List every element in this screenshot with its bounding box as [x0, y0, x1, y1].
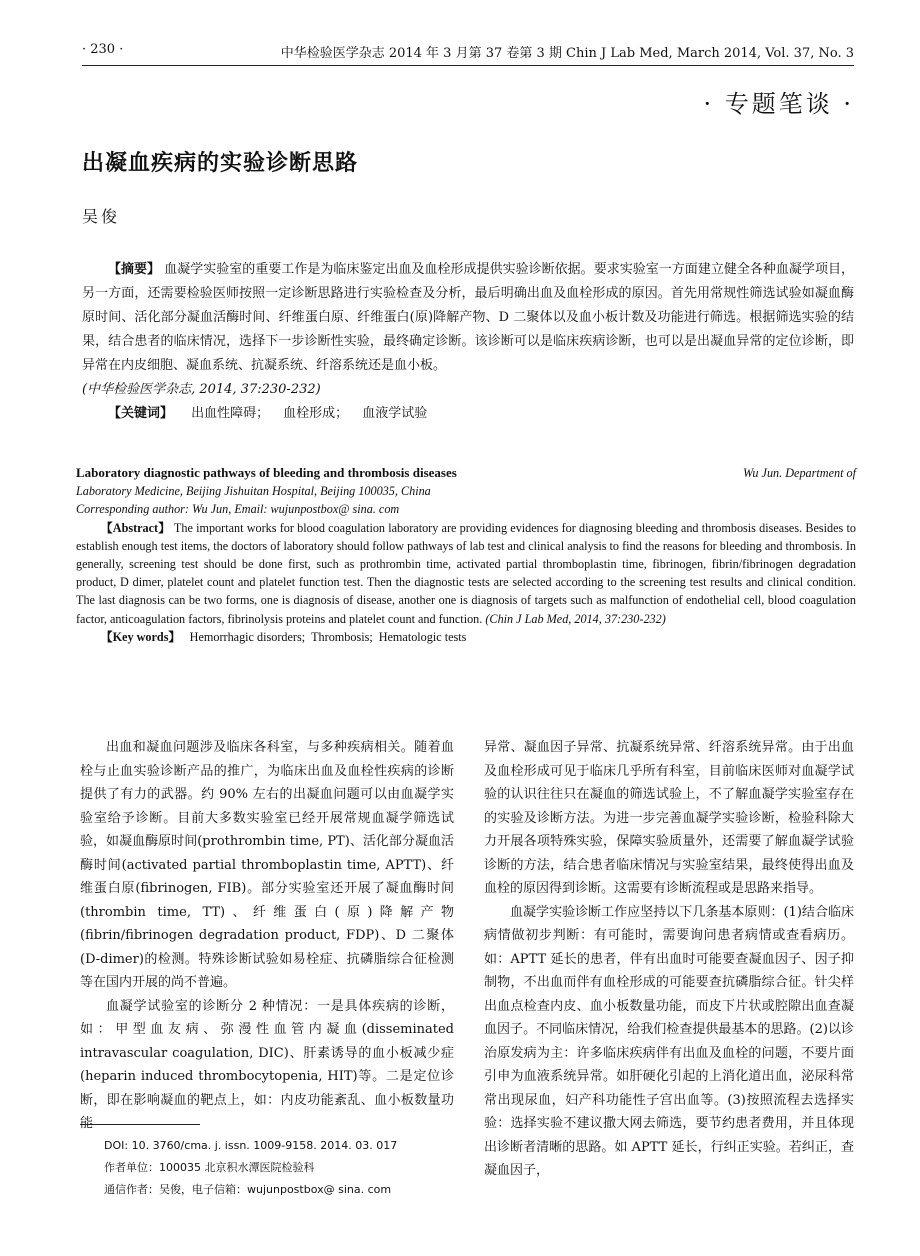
english-author-line-1: Wu Jun. Department of	[742, 466, 856, 480]
body-column-left	[80, 736, 454, 1136]
keyword-item: 血液学试验	[362, 406, 428, 421]
english-author-line-3: Corresponding author: Wu Jun, Email: wujunpostbox@ sina. com	[76, 502, 400, 517]
keyword-item: 出血性障碍；	[191, 406, 270, 421]
page-number: · 230 ·	[82, 42, 124, 57]
abstract-label: 【摘要】	[108, 262, 161, 277]
footnote-unit: 作者单位：100035 北京积水潭医院检验科	[104, 1161, 315, 1174]
journal-info: 中华检验医学杂志 2014 年 3 月第 37 卷第 3 期 Chin J Lab Med, March 2014, Vol. 37, No. 3	[280, 46, 854, 61]
abstract-chinese	[82, 258, 854, 426]
english-keyword: Hematologic tests	[378, 629, 467, 644]
english-abstract-text: The important works for blood coagulation laboratory are providing evidences for diagnosing bleeding and thrombosis diseases. Besides to establish enough test items, the doctors of laboratory should follow pathways of lab test and clinical analysis to find the reasons for bleeding and thrombosis. In generally, screening test should be done first, such as prothrombin time, activated partial thromboplastin time, fibrinogen, fibrin/fibrinogen degradation product, D dimer, platelet count and platelet function test. Then the diagnostic tests are selected according to the screening test results and clinical condition. The last diagnosis can be two forms, one is diagnosis of disease, another one is diagnosis of targets such as malfunction of endothelial cell, blood coagulation factor, anticoagulation factors, fibrinolysis proteins and platelet count and function.	[76, 520, 856, 626]
english-title: Laboratory diagnostic pathways of bleeding and thrombosis diseases	[76, 465, 457, 480]
english-abstract-label: 【Abstract】	[100, 520, 171, 535]
footnotes	[104, 1135, 397, 1201]
article-author: 吴俊	[82, 207, 121, 226]
body-paragraph: 血凝学试验室的诊断分 2 种情况：一是具体疾病的诊断，如：甲型血友病、弥漫性血管内凝血(disseminated intravascular coagulation, DIC)、肝素诱导的血小板减少症(heparin induced thrombocytopenia, HIT)等。二是定位诊断，即在影响凝血的靶点上，如：内皮功能紊乱、血小板数量功能	[80, 998, 454, 1131]
abstract-citation: (中华检验医学杂志, 2014, 37:230-232)	[82, 382, 321, 397]
english-author-line-2: Laboratory Medicine, Beijing Jishuitan Hospital, Beijing 100035, China	[76, 484, 431, 499]
english-keyword: Hemorrhagic disorders;	[189, 629, 306, 644]
body-paragraph: 血凝学实验诊断工作应坚持以下几条基本原则：(1)结合临床病情做初步判断：有可能时，需要询问患者病情或查看病历。如：APTT 延长的患者，伴有出血时可能要查凝血因子、因子抑制物，不出血而伴有血栓形成的可能要查抗磷脂综合征。针尖样出血点检查内皮、血小板数量功能，而皮下片状或腔隙出血查凝血因子。不同临床情况，给我们检查提供最基本的思路。(2)以诊治原发病为主：许多临床疾病伴有出血及血栓的问题，不要片面引申为血液系统异常。如肝硬化引起的上消化道出血，泌尿科常常出现尿血，妇产科功能性子宫出血等。(3)按照流程去选择实验：选择实验不建议撒大网去筛选，要节约患者费用，并且体现出诊断者清晰的思路。如 APTT 延长，行纠正实验。若纠正，查凝血因子，	[484, 904, 854, 1178]
english-citation: (Chin J Lab Med, 2014, 37:230-232)	[485, 611, 666, 626]
footnote-correspondence: 通信作者：吴俊，电子信箱：wujunpostbox@ sina. com	[104, 1183, 392, 1196]
body-paragraph: 异常、凝血因子异常、抗凝系统异常、纤溶系统异常。由于出血及血栓形成可见于临床几乎所有科室，目前临床医师对血凝学试验的认识往往只在凝血的筛选试验上，不了解血凝学实验室存在的实验及诊断方法。为进一步完善血凝学实验诊断，检验科除大力开展各项特殊实验，保障实验质量外，还需要了解血凝学试验诊断的方法，结合患者临床情况与实验室结果，最终使得出血及血栓的原因得到诊断。这需要有诊断流程或是思路来指导。	[484, 740, 854, 896]
abstract-text: 血凝学实验室的重要工作是为临床鉴定出血及血栓形成提供实验诊断依据。要求实验室一方面建立健全各种血凝学项目，另一方面，还需要检验医师按照一定诊断思路进行实验检查及分析，最后明确出血及血栓形成的原因。首先用常规性筛选试验如凝血酶原时间、活化部分凝血活酶时间、纤维蛋白原、纤维蛋白(原)降解产物、D 二聚体以及血小板计数及功能进行筛选。根据筛选实验的结果，结合患者的临床情况，选择下一步诊断性实验，最终确定诊断。该诊断可以是临床疾病诊断，也可以是出凝血异常的定位诊断，即异常在内皮细胞、凝血系统、抗凝系统、纤溶系统还是血小板。	[82, 262, 854, 373]
english-keyword: Thrombosis;	[311, 629, 373, 644]
body-paragraph: 出血和凝血问题涉及临床各科室，与多种疾病相关。随着血栓与止血实验诊断产品的推广，为临床出血及血栓性疾病的诊断提供了有力的武器。约 90% 左右的出凝血问题可以由血凝学实验室给予诊断。目前大多数实验室已经开展常规血凝学筛选试验，如凝血酶原时间(prothrombin time, PT)、活化部分凝血活酶时间(activated partial thromboplastin time, APTT)、纤维蛋白原(fibrinogen, FIB)。部分实验室还开展了凝血酶时间(thrombin time, TT)、纤维蛋白(原)降解产物(fibrin/fibrinogen degradation product, FDP)、D 二聚体(D-dimer)的检测。特殊诊断试验如易栓症、抗磷脂综合征检测等在国内开展的尚不普遍。	[80, 740, 454, 990]
abstract-english	[76, 464, 856, 646]
article-title: 出凝血疾病的实验诊断思路	[82, 151, 359, 176]
keywords-chinese	[82, 402, 854, 426]
footnote-rule	[80, 1124, 200, 1125]
keyword-item: 血栓形成；	[283, 406, 349, 421]
body-column-right	[484, 736, 854, 1183]
keywords-english	[76, 628, 856, 646]
keywords-label: 【关键词】	[108, 406, 174, 421]
running-header	[82, 40, 854, 66]
header-rule	[82, 65, 854, 66]
footnote-doi: DOI: 10. 3760/cma. j. issn. 1009-9158. 2014. 03. 017	[104, 1139, 398, 1152]
english-keywords-label: 【Key words】	[100, 629, 181, 644]
column-label: · 专题笔谈 ·	[703, 90, 854, 118]
